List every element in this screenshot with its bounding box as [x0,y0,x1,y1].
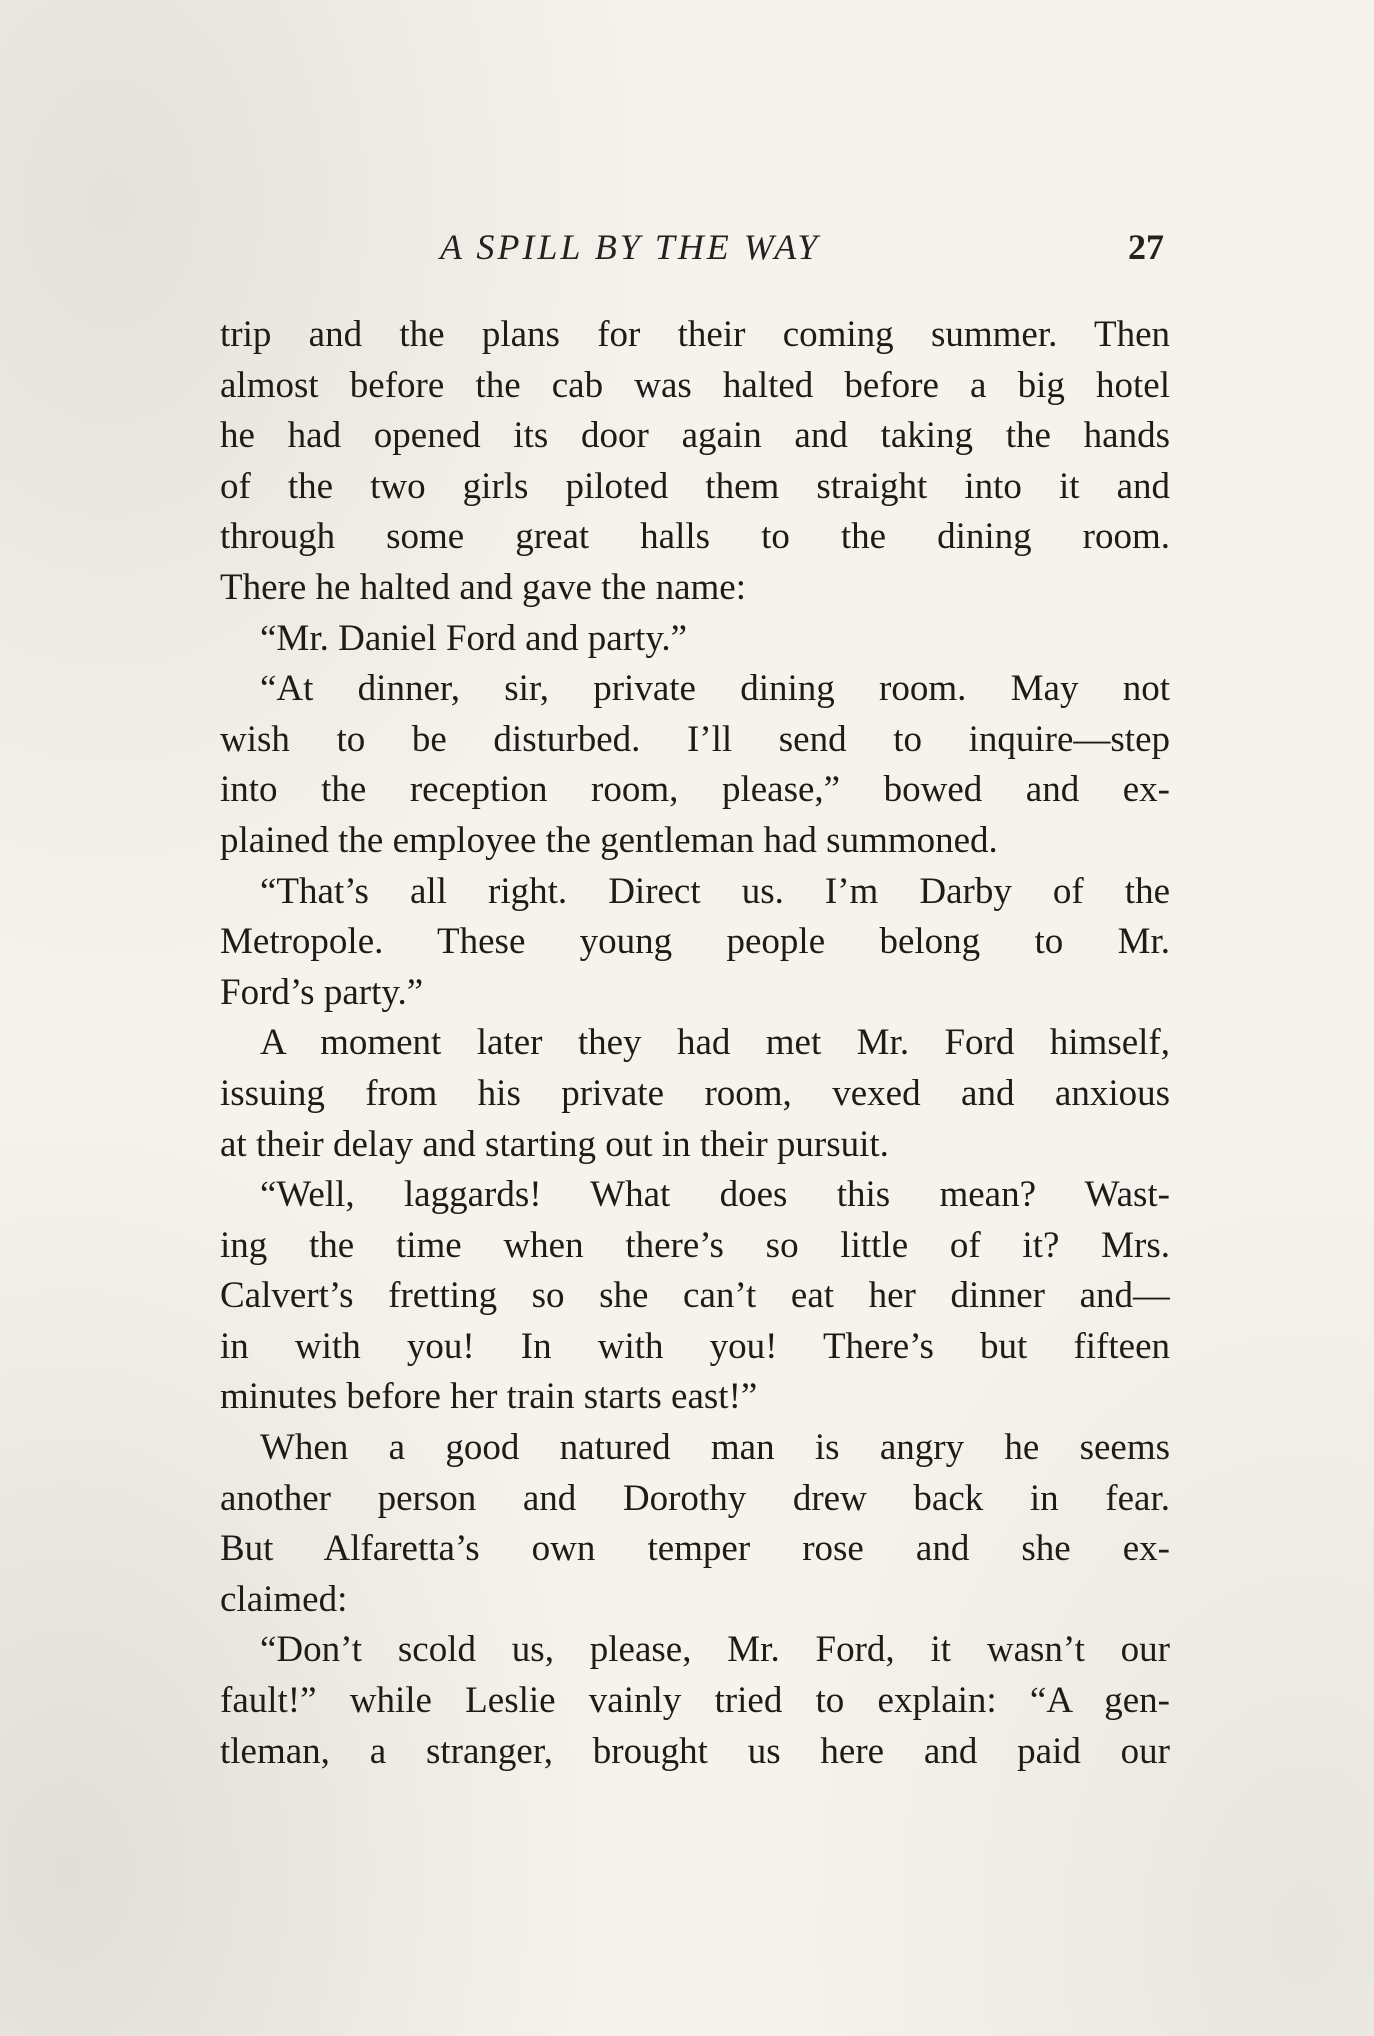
text-line: plained the employee the gentleman had summoned. [220,819,998,861]
text-line: “Don’t scold us, please, Mr. Ford, it wasn’t our [260,1629,1170,1671]
text-line: claimed: [220,1578,348,1620]
text-line: minutes before her train starts east!” [220,1376,758,1418]
text-line: in with you! In with you! There’s but fifteen [220,1325,1170,1367]
text-line: “Well, laggards! What does this mean? Wast- [260,1174,1170,1216]
text-line: Metropole. These young people belong to Mr. [220,921,1170,963]
text-line: trip and the plans for their coming summer. Then [220,314,1170,355]
text-line: “That’s all right. Direct us. I’m Darby of the [260,870,1170,912]
body-text [220,310,1170,1777]
text-line: A moment later they had met Mr. Ford himself, [260,1022,1170,1064]
text-line: into the reception room, please,” bowed and ex- [220,769,1170,811]
text-line: When a good natured man is angry he seems [260,1427,1170,1469]
text-line: another person and Dorothy drew back in fear. [220,1477,1170,1519]
text-line: Ford’s party.” [220,971,424,1013]
text-line: But Alfaretta’s own temper rose and she ex- [220,1528,1170,1570]
text-line: of the two girls piloted them straight into it and [220,465,1170,507]
text-line: at their delay and starting out in their pursuit. [220,1123,889,1165]
text-line: ing the time when there’s so little of it? Mrs. [220,1224,1170,1266]
text-line: issuing from his private room, vexed and anxious [220,1072,1170,1114]
text-line: Calvert’s fretting so she can’t eat her dinner and— [220,1275,1170,1317]
text-line: There he halted and gave the name: [220,566,746,608]
page-number: 27 [1128,227,1164,267]
running-head: A SPILL BY THE WAY [440,227,821,267]
text-line: “At dinner, sir, private dining room. May not [260,668,1170,710]
text-line: almost before the cab was halted before a big hotel [220,364,1170,406]
text-line: tleman, a stranger, brought us here and paid our [220,1730,1170,1772]
text-line: wish to be disturbed. I’ll send to inquire—step [220,718,1170,760]
text-line: fault!” while Leslie vainly tried to explain: “A gen- [220,1680,1170,1722]
text-line: through some great halls to the dining room. [220,516,1170,558]
text-line: he had opened its door again and taking the hands [220,415,1170,457]
text-line: “Mr. Daniel Ford and party.” [260,617,688,659]
